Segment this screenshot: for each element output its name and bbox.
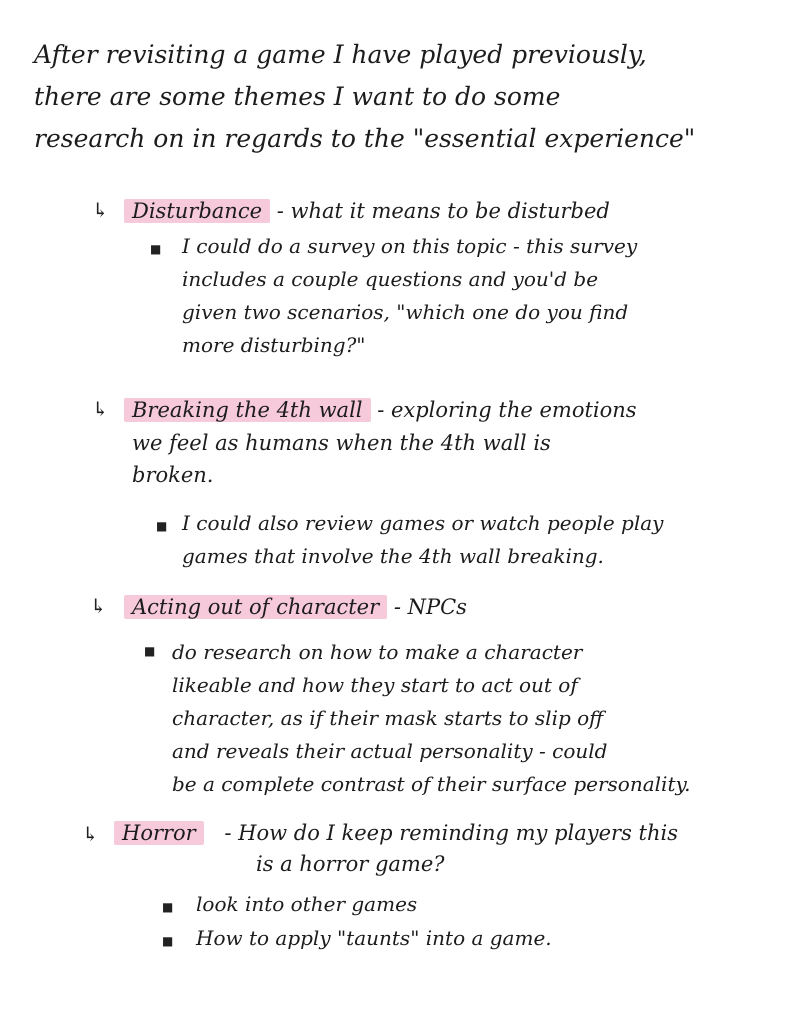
highlighted-theme: Acting out of character [124, 595, 387, 619]
bullet-text: I could also review games or watch people play games that involve the 4th wall breaking. [182, 511, 664, 568]
bullet-icon: ■ [162, 934, 174, 948]
intro-paragraph [34, 34, 774, 160]
highlighted-theme: Horror [114, 821, 204, 845]
arrow-icon: ↳ [90, 594, 107, 618]
theme-description: - what it means to be disturbed [276, 199, 610, 223]
theme-continuation: we feel as humans when the 4th wall is broken. [132, 431, 551, 487]
intro-line: there are some themes I want to do some [34, 82, 561, 111]
bullet-text: look into other games [196, 892, 418, 916]
arrow-icon: ↳ [92, 397, 109, 421]
highlighted-theme: Breaking the 4th wall [124, 398, 371, 422]
bullet-icon: ■ [144, 644, 156, 658]
theme-description: - NPCs [393, 595, 467, 619]
intro-line: After revisiting a game I have played previously, [34, 40, 647, 69]
bullet-text: do research on how to make a character likeable and how they start to act out of character, as if their mask starts to slip off and reveals their actual personality - could be a complete contrast of their surface personality. [172, 640, 691, 796]
arrow-icon: ↳ [92, 198, 109, 222]
theme-description: - exploring the emotions [377, 398, 637, 422]
bullet-icon: ■ [156, 519, 168, 533]
bullet-icon: ■ [150, 242, 162, 256]
highlighted-theme: Disturbance [124, 199, 270, 223]
bullet-text: I could do a survey on this topic - this survey includes a couple questions and you'd be given two scenarios, "which one do you find more disturbing?" [182, 234, 638, 357]
bullet-text: How to apply "taunts" into a game. [196, 926, 552, 950]
bullet-icon: ■ [162, 900, 174, 914]
theme-description: - How do I keep reminding my players this [224, 821, 679, 845]
intro-line: research on in regards to the "essential experience" [34, 124, 696, 153]
arrow-icon: ↳ [82, 822, 99, 846]
theme-continuation: is a horror game? [256, 852, 445, 876]
